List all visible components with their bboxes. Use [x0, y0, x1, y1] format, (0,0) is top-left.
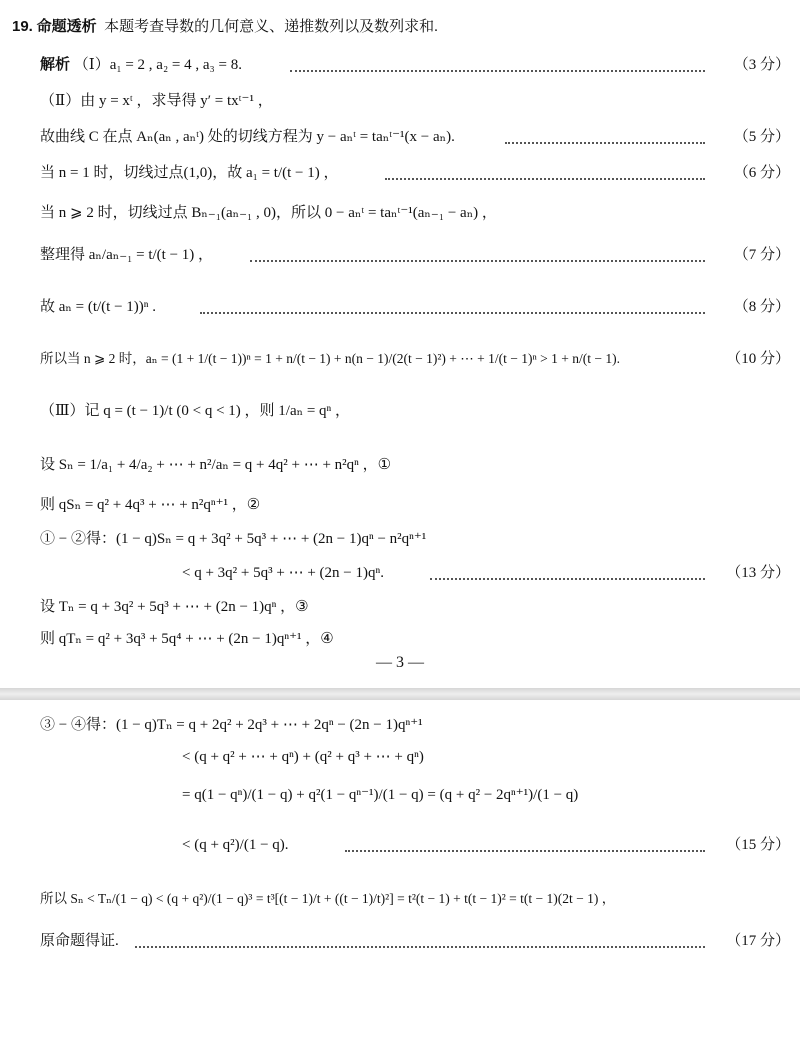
solution-line-6	[0, 240, 800, 270]
leader-dots	[430, 558, 705, 580]
leader-dots	[505, 122, 705, 144]
score-badge: （3 分）	[733, 57, 790, 73]
page-bottom	[0, 700, 800, 1040]
score-badge: （13 分）	[726, 565, 790, 581]
line-text: （Ⅰ）a₁ = 2 , a₂ = 4 , a₃ = 8.	[73, 57, 242, 73]
score-badge: （6 分）	[733, 165, 790, 181]
score-badge: （15 分）	[726, 837, 790, 853]
solution-line-14	[0, 592, 800, 622]
solution-line-19	[0, 830, 800, 860]
line-text: （Ⅲ）记 q = (t − 1)/t (0 < q < 1) ，则 1/aₙ = qⁿ ，	[40, 403, 351, 419]
line-text: 设 Sₙ = 1/a₁ + 4/a₂ + ⋯ + n²/aₙ = q + 4q² + ⋯ + n²qⁿ ，①	[40, 457, 392, 473]
question-label: 命题透析	[36, 18, 97, 35]
line-text: （Ⅱ）由 y = xᵗ ，求导得 y′ = txᵗ⁻¹ ，	[40, 93, 273, 109]
leader-dots	[345, 830, 705, 852]
question-header	[0, 12, 800, 42]
line-text: 故曲线 C 在点 Aₙ(aₙ , aₙᵗ) 处的切线方程为 y − aₙᵗ = taₙᵗ⁻¹(x − aₙ).	[40, 129, 455, 145]
solution-line-21	[0, 926, 800, 956]
solution-line-5	[0, 198, 800, 228]
score-badge: （8 分）	[733, 299, 790, 315]
line-text: 整理得 aₙ/aₙ₋₁ = t/(t − 1) ，	[40, 247, 214, 263]
score-badge: （10 分）	[726, 351, 790, 367]
line-text: 所以 Sₙ < Tₙ/(1 − q) < (q + q²)/(1 − q)³ = t³[(t − 1)/t + ((t − 1)/t)²] = t²(t − 1) + t(t − 1)² = t(t − 1)(2t − 1) ，	[40, 891, 616, 906]
line-text: ③ − ④得：(1 − q)Tₙ = q + 2q² + 2q³ + ⋯ + 2qⁿ − (2n − 1)qⁿ⁺¹	[40, 717, 423, 733]
solution-line-12	[0, 524, 800, 554]
leader-dots	[290, 50, 705, 72]
solution-line-10	[0, 450, 800, 480]
line-text: < (q + q² + ⋯ + qⁿ) + (q² + q³ + ⋯ + qⁿ)	[182, 749, 424, 765]
score-badge: （5 分）	[733, 129, 790, 145]
solution-line-8	[0, 344, 800, 374]
line-text: 当 n ⩾ 2 时，切线过点 Bₙ₋₁(aₙ₋₁ , 0)，所以 0 − aₙᵗ = taₙᵗ⁻¹(aₙ₋₁ − aₙ) ，	[40, 205, 497, 221]
solution-line-9	[0, 396, 800, 426]
line-text: < q + 3q² + 5q³ + ⋯ + (2n − 1)qⁿ.	[182, 565, 384, 581]
line-text: 当 n = 1 时，切线过点(1,0)，故 a₁ = t/(t − 1) ，	[40, 165, 339, 181]
solution-line-2	[0, 86, 800, 116]
solution-line-1	[0, 50, 800, 80]
line-text: ① − ②得：(1 − q)Sₙ = q + 3q² + 5q³ + ⋯ + (2n − 1)qⁿ − n²qⁿ⁺¹	[40, 531, 427, 547]
score-badge: （17 分）	[726, 933, 790, 949]
leader-dots	[385, 158, 705, 180]
line-text: = q(1 − qⁿ)/(1 − q) + q²(1 − qⁿ⁻¹)/(1 − q) = (q + q² − 2qⁿ⁺¹)/(1 − q)	[182, 787, 579, 803]
score-badge: （7 分）	[733, 247, 790, 263]
solution-line-17	[0, 742, 800, 772]
solution-line-13	[0, 558, 800, 588]
question-number: 19.	[12, 18, 33, 35]
line-text: 设 Tₙ = q + 3q² + 5q³ + ⋯ + (2n − 1)qⁿ ，③	[40, 599, 309, 615]
question-intro: 本题考查导数的几何意义、递推数列以及数列求和.	[104, 19, 438, 35]
leader-dots	[200, 292, 705, 314]
leader-dots	[135, 926, 705, 948]
solution-label: 解析	[40, 56, 71, 73]
line-text: 则 qSₙ = q² + 4q³ + ⋯ + n²qⁿ⁺¹ ，②	[40, 497, 261, 513]
leader-dots	[250, 240, 705, 262]
line-text: 故 aₙ = (t/(t − 1))ⁿ .	[40, 299, 157, 315]
line-text: 则 qTₙ = q² + 3q³ + 5q⁴ + ⋯ + (2n − 1)qⁿ⁺¹ ，④	[40, 631, 334, 647]
solution-line-11	[0, 490, 800, 520]
page-divider	[0, 688, 800, 700]
solution-line-18	[0, 780, 800, 810]
solution-line-3	[0, 122, 800, 152]
line-text: < (q + q²)/(1 − q).	[182, 837, 289, 853]
line-text: 所以当 n ⩾ 2 时，aₙ = (1 + 1/(t − 1))ⁿ = 1 + n/(t − 1) + n(n − 1)/(2(t − 1)²) + ⋯ + 1/(t − 1)ⁿ > 1 + n/(t − 1).	[40, 351, 620, 366]
solution-line-4	[0, 158, 800, 188]
solution-line-7	[0, 292, 800, 322]
line-text: 原命题得证.	[40, 933, 119, 949]
solution-line-15	[0, 624, 800, 654]
page-number: — 3 —	[376, 654, 424, 671]
solution-line-16	[0, 710, 800, 740]
solution-line-20	[0, 884, 800, 914]
